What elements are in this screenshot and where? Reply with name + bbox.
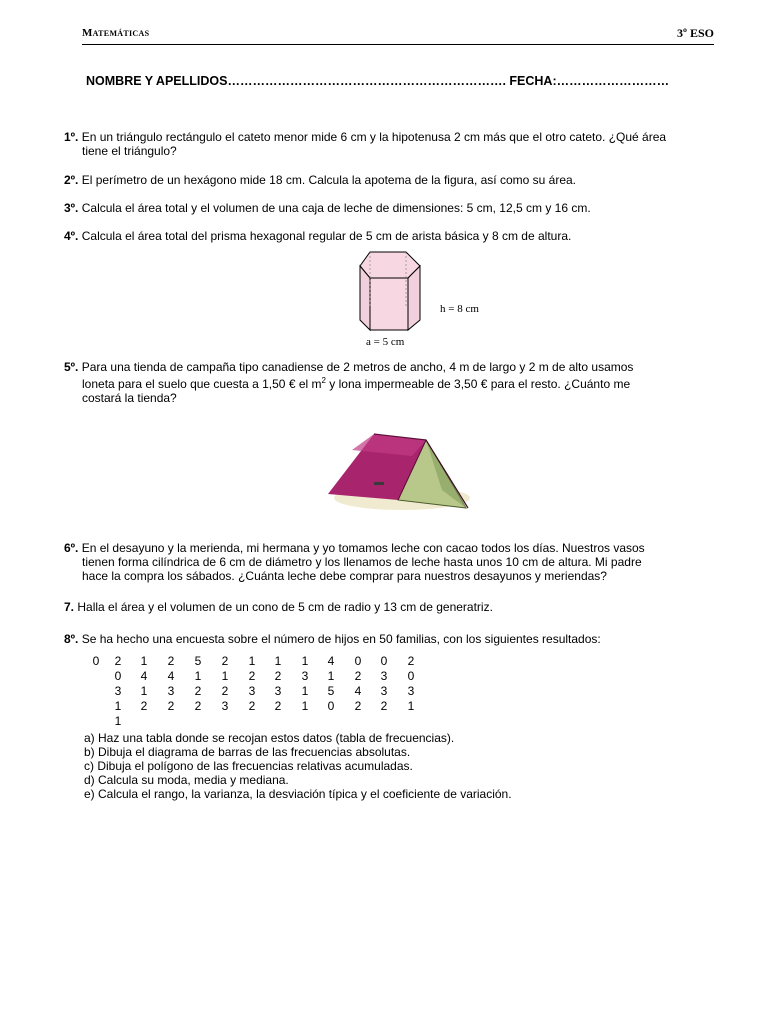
data-value: 2 [248,699,256,713]
data-value: 3 [167,684,175,698]
question-1 [64,130,724,158]
data-value: 0 [327,699,335,713]
data-value: 2 [354,699,362,713]
sub-question: d) Calcula su moda, media y mediana. [84,773,289,787]
data-value: 3 [380,684,388,698]
data-value: 4 [140,669,148,683]
question-text: En el desayuno y la merienda, mi hermana y yo tomamos leche con cacao todos los días. Nuestros vasos [81,541,645,555]
data-value: 2 [274,699,282,713]
question-5 [64,360,724,405]
data-value: 2 [248,669,256,683]
question-2 [64,173,724,187]
data-value: 2 [167,699,175,713]
question-number: 3º. [64,201,79,215]
data-value: 5 [327,684,335,698]
question-number: 6º. [64,541,79,555]
question-number: 2º. [64,173,79,187]
sub-question: c) Dibuja el polígono de las frecuencias relativas acumuladas. [84,759,413,773]
data-value: 1 [114,699,122,713]
question-text-cont: tienen forma cilíndrica de 6 cm de diámetro y los llenamos de leche hasta unos 10 cm de altura. Mi padre [82,555,642,569]
question-text: Para una tienda de campaña tipo canadiense de 2 metros de ancho, 4 m de largo y 2 m de alto usamos [81,360,634,374]
question-text-part: y lona impermeable de 3,50 € para el resto. ¿Cuánto me [325,377,631,391]
data-value: 3 [248,684,256,698]
question-text-cont: costará la tienda? [82,391,177,405]
data-value: 2 [380,699,388,713]
data-value: 3 [221,699,229,713]
data-value: 3 [380,669,388,683]
question-number: 4º. [64,229,79,243]
data-value: 1 [327,669,335,683]
data-value: 4 [167,669,175,683]
question-text: El perímetro de un hexágono mide 18 cm. Calcula la apotema de la figura, así como su área. [81,173,577,187]
question-text: En un triángulo rectángulo el cateto menor mide 6 cm y la hipotenusa 2 cm más que el otro cateto. ¿Qué área [81,130,667,144]
question-text-cont: tiene el triángulo? [82,144,177,158]
data-value: 1 [140,684,148,698]
question-3 [64,201,724,215]
data-value: 3 [407,684,415,698]
data-value: 1 [301,654,309,668]
data-value: 5 [194,654,202,668]
sub-question: b) Dibuja el diagrama de barras de las frecuencias absolutas. [84,745,411,759]
question-text-cont [64,374,724,391]
question-number: 7. [64,600,75,614]
page-header [82,24,714,45]
data-value: 1 [194,669,202,683]
data-value: 1 [221,669,229,683]
data-value: 2 [354,669,362,683]
data-value: 3 [114,684,122,698]
data-value: 1 [301,699,309,713]
data-value: 1 [274,654,282,668]
data-value: 2 [194,684,202,698]
question-number: 5º. [64,360,79,374]
prism-height-label: h = 8 cm [440,303,479,315]
question-text-cont: hace la compra los sábados. ¿Cuánta leche debe comprar para nuestros desayunos y meriendas? [82,569,607,583]
data-value: 1 [407,699,415,713]
data-value: 1 [140,654,148,668]
question-text-part: loneta para el suelo que cuesta a 1,50 € el m [82,377,322,391]
hexagonal-prism-figure [350,246,500,350]
data-value: 3 [301,669,309,683]
data-value: 1 [301,684,309,698]
sub-question: e) Calcula el rango, la varianza, la desviación típica y el coeficiente de variación. [84,787,512,801]
data-value: 2 [407,654,415,668]
data-value: 1 [114,714,122,728]
question-text: Se ha hecho una encuesta sobre el número de hijos en 50 familias, con los siguientes resultados: [81,632,601,646]
data-value: 4 [354,684,362,698]
data-value: 2 [167,654,175,668]
question-text: Calcula el área total del prisma hexagonal regular de 5 cm de arista básica y 8 cm de altura. [81,229,572,243]
data-value: 2 [274,669,282,683]
data-value: 2 [221,684,229,698]
sub-question: a) Haz una tabla donde se recojan estos datos (tabla de frecuencias). [84,731,455,745]
name-date-line: NOMBRE Y APELLIDOS…………………………………………………………. FECHA:……………………… [86,74,670,88]
data-value: 0 [114,669,122,683]
data-value: 2 [194,699,202,713]
tent-figure [322,404,472,516]
question-8 [64,632,724,646]
sub-question-list [84,731,512,801]
question-6 [64,541,724,583]
data-value: 2 [221,654,229,668]
question-text: Calcula el área total y el volumen de una caja de leche de dimensiones: 5 cm, 12,5 cm y 16 cm. [81,201,591,215]
data-value: 0 [380,654,388,668]
data-value: 2 [140,699,148,713]
data-value: 0 [92,654,100,668]
subject-title: Matemáticas [82,27,150,39]
prism-edge-label: a = 5 cm [366,336,405,348]
superscript: 2 [321,376,326,385]
question-4 [64,229,724,243]
question-number: 8º. [64,632,79,646]
data-value: 3 [274,684,282,698]
question-7 [64,600,724,614]
data-value: 2 [114,654,122,668]
question-number: 1º. [64,130,79,144]
data-value: 0 [407,669,415,683]
data-value: 1 [248,654,256,668]
question-text: Halla el área y el volumen de un cono de 5 cm de radio y 13 cm de generatriz. [77,600,493,614]
data-value: 4 [327,654,335,668]
course-label: 3º ESO [677,26,714,40]
data-value: 0 [354,654,362,668]
